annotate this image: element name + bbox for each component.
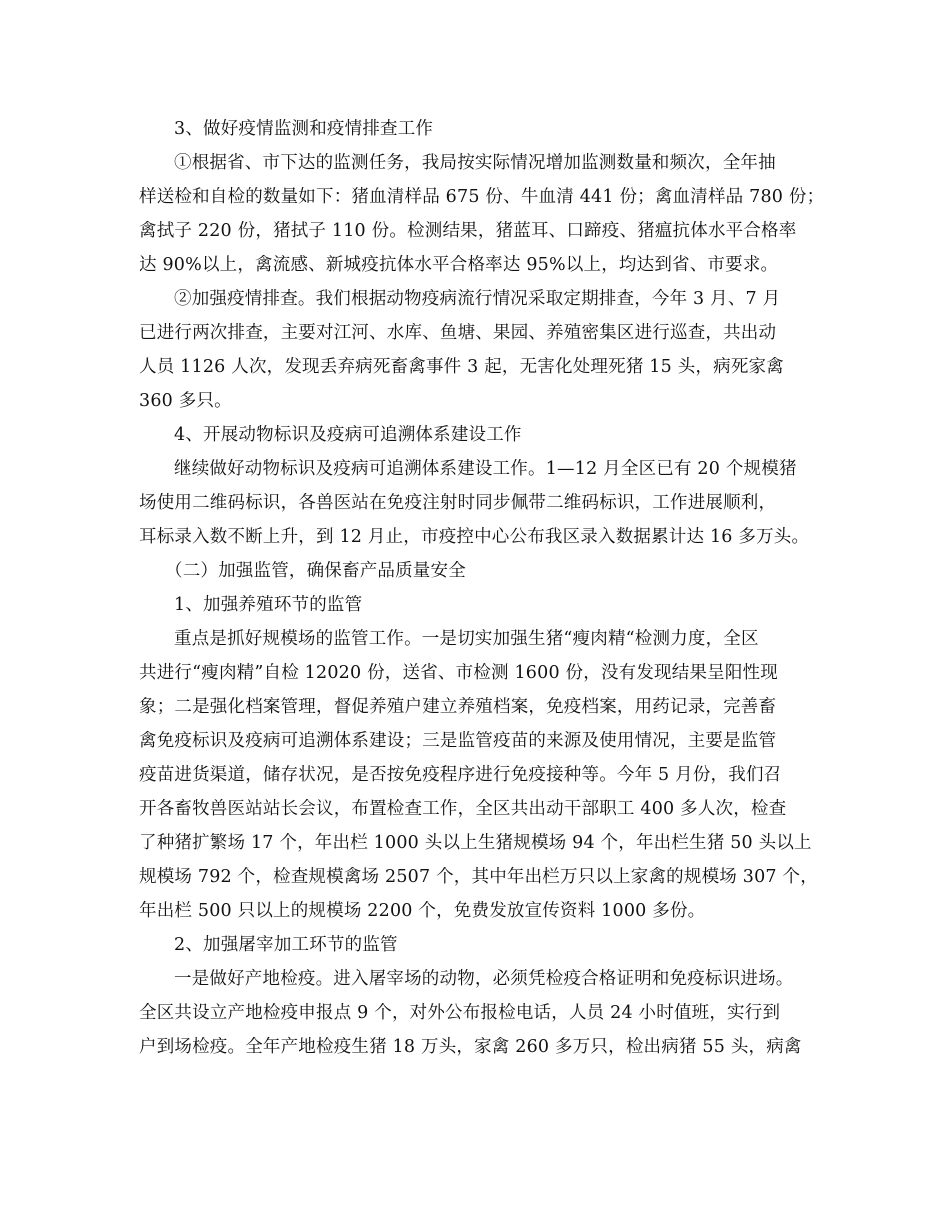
section-heading: 2、加强屠宰加工环节的监管 — [174, 935, 398, 955]
paragraph-line: 一是做好产地检疫。进入屠宰场的动物，必须凭检疫合格证明和免疫标识进场。 — [174, 969, 794, 989]
paragraph-line: 继续做好动物标识及疫病可追溯体系建设工作。1—12 月全区已有 20 个规模猪 — [174, 459, 797, 479]
paragraph-line: 禽拭子 220 份，猪拭子 110 份。检测结果，猪蓝耳、口蹄疫、猪瘟抗体水平合格率 — [139, 221, 797, 241]
paragraph-line: 重点是抓好规模场的监管工作。一是切实加强生猪“瘦肉精“检测力度，全区 — [174, 629, 759, 649]
section-heading: 1、加强养殖环节的监管 — [174, 595, 363, 615]
paragraph-line: 达 90%以上，禽流感、新城疫抗体水平合格率达 95%以上，均达到省、市要求。 — [139, 255, 779, 275]
paragraph-line: 禽免疫标识及疫病可追溯体系建设；三是监管疫苗的来源及使用情况，主要是监管 — [139, 731, 777, 751]
section-heading: （二）加强监管，确保畜产品质量安全 — [165, 561, 466, 581]
paragraph-line: 场使用二维码标识，各兽医站在免疫注射时同步佩带二维码标识，工作进展顺利， — [139, 493, 777, 513]
document-body — [139, 112, 829, 1064]
paragraph-line: 已进行两次排查，主要对江河、水库、鱼塘、果园、养殖密集区进行巡查，共出动 — [139, 323, 777, 343]
section-heading: 3、做好疫情监测和疫情排查工作 — [174, 119, 434, 139]
paragraph-line: 360 多只。 — [139, 391, 232, 411]
paragraph-line: ①根据省、市下达的监测任务，我局按实际情况增加监测数量和频次，全年抽 — [174, 153, 776, 173]
paragraph-line: 规模场 792 个，检查规模禽场 2507 个，其中年出栏万只以上家禽的规模场 307 个， — [139, 867, 818, 887]
paragraph-line: 了种猪扩繁场 17 个，年出栏 1000 头以上生猪规模场 94 个，年出栏生猪 50 头以上 — [139, 833, 812, 853]
paragraph-line: 共进行“瘦肉精”自检 12020 份，送省、市检测 1600 份，没有发现结果呈阳性现 — [139, 663, 778, 683]
paragraph-line: 户到场检疫。全年产地检疫生猪 18 万头，家禽 260 多万只，检出病猪 55 头，病禽 — [139, 1037, 802, 1057]
paragraph-line: 全区共设立产地检疫申报点 9 个，对外公布报检电话，人员 24 小时值班，实行到 — [139, 1003, 781, 1023]
paragraph-line: 耳标录入数不断上升，到 12 月止，市疫控中心公布我区录入数据累计达 16 多万头。 — [139, 527, 810, 547]
paragraph-line: 年出栏 500 只以上的规模场 2200 个，免费发放宣传资料 1000 多份。 — [139, 901, 706, 921]
paragraph-line: 人员 1126 人次，发现丢弃病死畜禽事件 3 起，无害化处理死猪 15 头，病死家禽 — [139, 357, 784, 377]
paragraph-line: 样送检和自检的数量如下：猪血清样品 675 份、牛血清 441 份；禽血清样品 780 份； — [139, 187, 825, 207]
paragraph-line: ②加强疫情排查。我们根据动物疫病流行情况采取定期排查，今年 3 月、7 月 — [174, 289, 781, 309]
paragraph-line: 象；二是强化档案管理，督促养殖户建立养殖档案，免疫档案，用药记录，完善畜 — [139, 697, 777, 717]
section-heading: 4、开展动物标识及疫病可追溯体系建设工作 — [174, 425, 522, 445]
paragraph-line: 开各畜牧兽医站站长会议，布置检查工作，全区共出动干部职工 400 多人次，检查 — [139, 799, 787, 819]
paragraph-line: 疫苗进货渠道，储存状况，是否按免疫程序进行免疫接种等。今年 5 月份，我们召 — [139, 765, 782, 785]
